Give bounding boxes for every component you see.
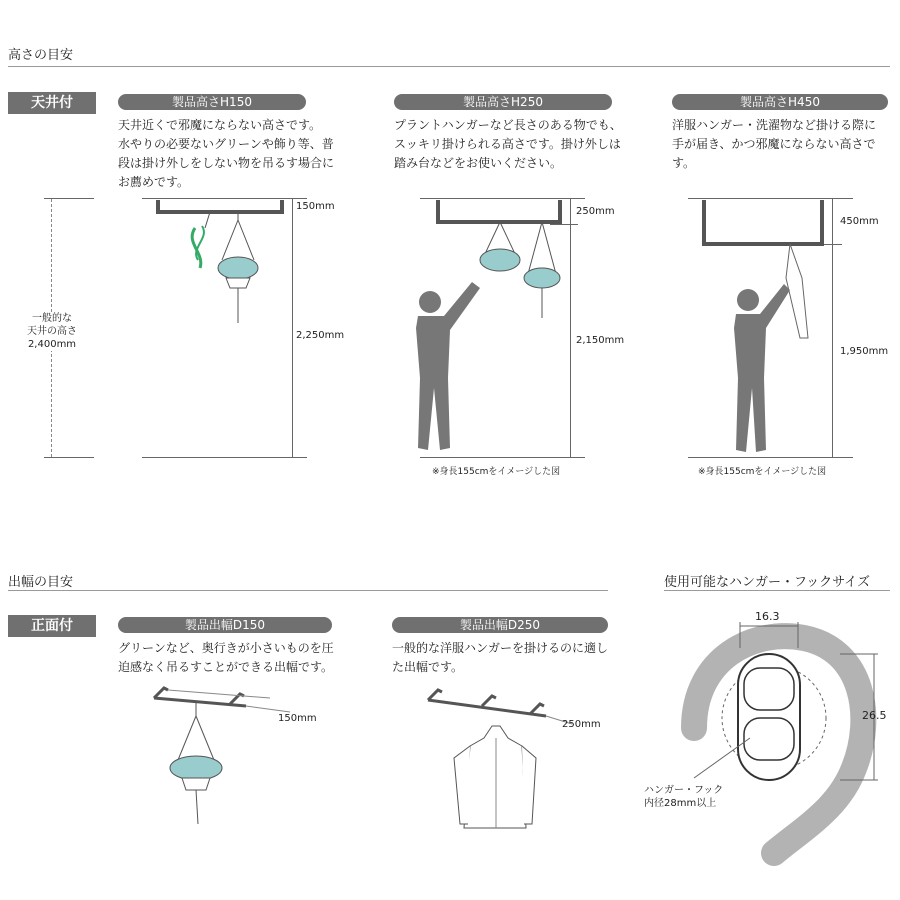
h250-dim-top: 250mm (576, 206, 615, 217)
general-floor-line (44, 457, 94, 458)
product-h450-desc: 洋服ハンガー・洗濯物など掛ける際に 手が届き、かつ邪魔にならない高さです。 (672, 118, 877, 170)
hook-section-title: 使用可能なハンガー・フックサイズ (664, 575, 871, 590)
d250-shirt-icon (454, 726, 536, 828)
h150-dim-line (292, 199, 293, 457)
d250-dim: 250mm (562, 719, 601, 730)
product-h150-desc: 天井近くで邪魔にならない高さです。 水やりの必要ないグリーンや飾り等、普 段は掛け外しをしない物を吊るす場合に お薦めです。 (118, 118, 335, 189)
product-h450-pill: 製品高さH450 (672, 94, 888, 110)
d150-rail-illustration (150, 684, 320, 834)
h250-rail-illustration (410, 198, 570, 460)
h450-note: ※身長155cmをイメージした図 (698, 467, 827, 477)
h450-dim-line (832, 199, 833, 457)
product-d250-pill: 製品出幅D250 (392, 617, 608, 633)
h450-dim-top: 450mm (840, 216, 879, 227)
product-h150-pill: 製品高さH150 (118, 94, 306, 110)
general-height-label: 一般的な 天井の高さ 2,400mm (18, 312, 86, 351)
h250-note: ※身長155cmをイメージした図 (432, 467, 561, 477)
hook-width-dim: 16.3 (755, 610, 780, 623)
depth-section-rule (8, 590, 608, 591)
front-mount-tag: 正面付 (8, 615, 96, 637)
d250-rail-illustration (426, 688, 586, 838)
h450-dim-bottom: 1,950mm (840, 346, 889, 357)
height-section-title: 高さの目安 (8, 48, 74, 63)
h450-person-figure (734, 284, 790, 452)
h450-rail-illustration (690, 198, 830, 460)
product-d250-desc: 一般的な洋服ハンガーを掛けるのに適し た出幅です。 (392, 641, 609, 674)
hook-profile-diagram (664, 598, 900, 858)
height-section-rule (8, 66, 890, 67)
hook-section-rule (664, 590, 890, 591)
depth-section-title: 出幅の目安 (8, 575, 74, 590)
product-d150-pill: 製品出幅D150 (118, 617, 332, 633)
h250-dim-bottom: 2,150mm (576, 335, 625, 346)
product-h250-desc: プラントハンガーなど長さのある物でも、 スッキリ掛けられる高さです。掛け外しは 踏み台などをお使いください。 (394, 118, 622, 170)
h150-dim-bottom: 2,250mm (296, 330, 345, 341)
d150-dim: 150mm (278, 713, 317, 724)
hook-height-dim: 26.5 (862, 709, 887, 722)
h150-floor-line (142, 457, 307, 458)
hook-inner-diameter-label: ハンガー・フック 内径28mm以上 (644, 785, 724, 809)
h250-dim-line (570, 199, 571, 457)
h250-person-figure (416, 282, 480, 450)
ceiling-mount-tag: 天井付 (8, 92, 96, 114)
h150-dim-top: 150mm (296, 201, 335, 212)
product-d150-desc: グリーンなど、奥行きが小さいものを圧 迫感なく吊るすことができる出幅です。 (118, 641, 334, 674)
h150-rail-illustration (150, 198, 290, 328)
product-h250-pill: 製品高さH250 (394, 94, 612, 110)
